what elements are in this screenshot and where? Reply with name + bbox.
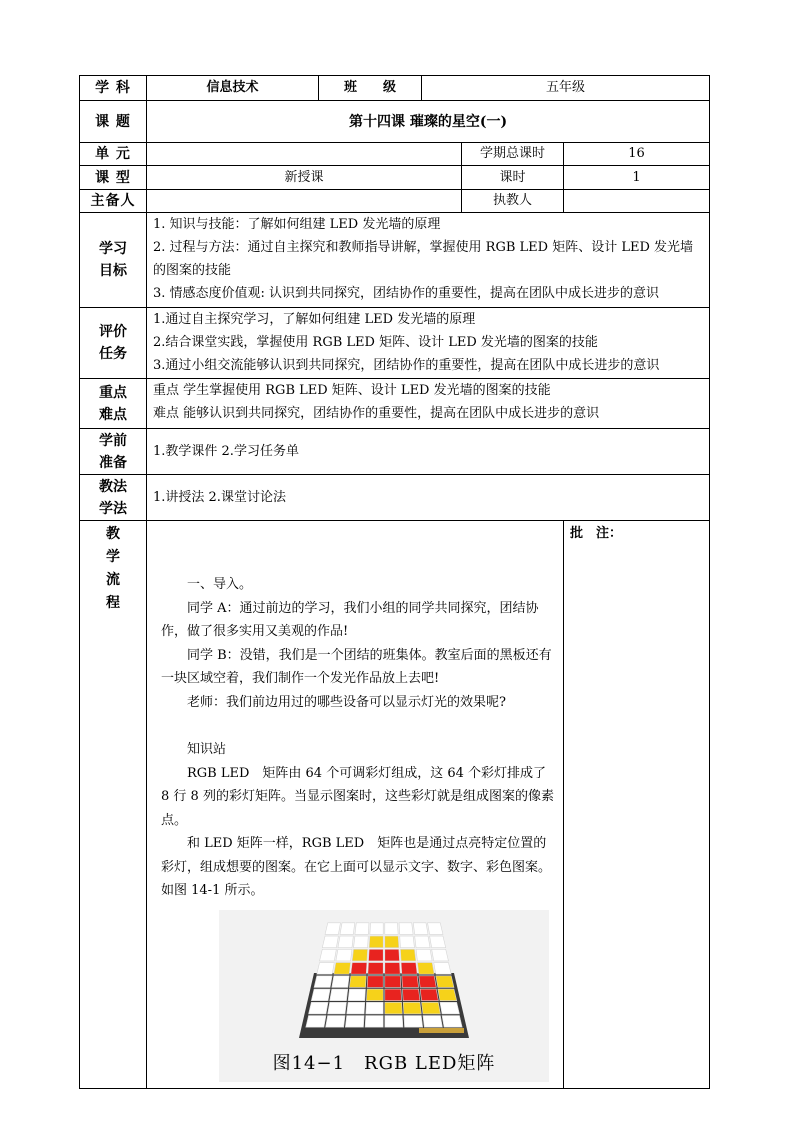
led-pixel: [366, 1002, 383, 1014]
methods-label-line1: 教法: [99, 478, 127, 495]
led-pixel: [340, 922, 355, 934]
preparation-label-line1: 学前: [99, 432, 127, 449]
preparation-label-line2: 准备: [99, 454, 127, 471]
led-pixel: [400, 949, 415, 961]
led-pixel: [334, 962, 351, 974]
led-pixel: [434, 962, 451, 974]
type-label: 课 型: [80, 166, 147, 190]
objectives-content: [147, 213, 710, 308]
teacher-label: 执教人: [462, 190, 564, 213]
flow-label-char: 流: [106, 572, 120, 588]
led-pixel: [370, 922, 383, 934]
led-pixel: [385, 949, 400, 961]
objectives-label-line2: 目标: [99, 263, 127, 279]
led-pixel: [349, 975, 366, 987]
led-pixel: [402, 975, 419, 987]
evaluation-item: 1.通过自主探究学习，了解如何组建 LED 发光墙的原理: [153, 312, 476, 327]
preparer-value: [147, 190, 462, 213]
led-pixel: [428, 922, 443, 934]
methods-label-line2: 学法: [99, 500, 127, 517]
flow-paragraph: 同学 A：通过前边的学习，我们小组的同学共同探究，团结协作，做了很多实用又美观的作品!: [161, 600, 539, 639]
led-pixel: [347, 1002, 365, 1014]
led-pixel: [419, 975, 436, 987]
objective-item: 1. 知识与技能：了解如何组建 LED 发光墙的原理: [153, 217, 441, 232]
led-pixel: [385, 1015, 403, 1027]
led-pixel: [338, 936, 353, 948]
led-pixel: [320, 949, 337, 961]
objectives-label-line1: 学习: [99, 241, 127, 257]
led-pixel: [432, 949, 449, 961]
led-pixel: [326, 1015, 346, 1027]
led-pixel: [385, 989, 402, 1001]
led-pixel: [368, 962, 383, 974]
led-pixel: [365, 1015, 383, 1027]
led-pixel: [415, 936, 430, 948]
flow-content: [147, 521, 564, 1089]
led-pixel: [430, 936, 446, 948]
led-pixel: [401, 962, 417, 974]
total-hours-value: 16: [564, 143, 710, 166]
led-pixel: [366, 989, 383, 1001]
flow-paragraph: RGB LED 矩阵由 64 个可调彩灯组成，这 64 个彩灯排成了 8 行 8 列的彩灯矩阵。当显示图案时，这些彩灯就是组成图案的像素点。: [161, 765, 554, 828]
preparation-label: [80, 429, 147, 475]
evaluation-label-line1: 评价: [99, 324, 127, 340]
led-pixel: [436, 975, 454, 987]
type-value: 新授课: [147, 166, 462, 190]
flow-paragraph: 同学 B：没错，我们是一个团结的班集体。教室后面的黑板还有一块区域空着，我们制作一个发光作品放上去吧!: [161, 647, 552, 686]
key-points-label: [80, 379, 147, 429]
key-point-item: 难点 能够认识到共同探究，团结协作的重要性，提高在团队中成长进步的意识: [153, 406, 600, 421]
flow-label: [80, 521, 147, 1089]
led-pixel: [385, 922, 398, 934]
led-pixel: [403, 1002, 421, 1014]
flow-heading: 知识站: [187, 742, 227, 757]
led-pixel: [400, 936, 415, 948]
spacer: [161, 714, 555, 738]
note-column: [564, 521, 710, 1089]
led-pixel: [404, 1015, 423, 1027]
teacher-value: [564, 190, 710, 213]
led-pixel: [440, 1002, 460, 1014]
led-pixel: [413, 922, 428, 934]
led-pixel: [438, 989, 457, 1001]
lesson-plan: [79, 75, 709, 1089]
led-pixel: [314, 975, 332, 987]
figure-caption: 图14−1 RGB LED矩阵: [272, 1053, 496, 1074]
led-pixel: [322, 936, 338, 948]
key-point-item: 重点 学生掌握使用 RGB LED 矩阵、设计 LED 发光墙的图案的技能: [153, 383, 551, 398]
key-points-content: [147, 379, 710, 429]
led-pixel: [309, 1002, 329, 1014]
total-hours-label: 学期总课时: [462, 143, 564, 166]
led-pixel: [352, 949, 367, 961]
led-pixel: [385, 936, 399, 948]
key-points-label-line2: 难点: [99, 406, 127, 423]
led-pixel: [420, 989, 438, 1001]
flow-paragraph: 一、导入。: [187, 577, 253, 592]
led-pixel: [336, 949, 352, 961]
led-pixel: [417, 962, 434, 974]
flow-label-char: 程: [106, 595, 120, 611]
key-points-label-line1: 重点: [99, 384, 127, 401]
led-pixel: [369, 936, 383, 948]
led-pixel: [385, 962, 400, 974]
evaluation-label: [80, 308, 147, 379]
unit-label: 单 元: [80, 143, 147, 166]
led-pixel: [354, 936, 369, 948]
subject-value: 信息技术: [147, 76, 319, 101]
hours-value: 1: [564, 166, 710, 190]
lesson-plan-table: [79, 75, 710, 1089]
topic-value: 第十四课 璀璨的星空(一): [147, 101, 710, 143]
evaluation-label-line2: 任务: [99, 346, 127, 362]
class-value: 五年级: [422, 76, 710, 101]
led-pixel: [355, 922, 369, 934]
led-pixel: [416, 949, 432, 961]
matrix-pins: [419, 1028, 464, 1033]
subject-label: 学 科: [80, 76, 147, 101]
class-label: 班 级: [319, 76, 422, 101]
led-pixel: [351, 962, 367, 974]
evaluation-content: [147, 308, 710, 379]
led-pixel: [423, 1015, 443, 1027]
methods-label: [80, 475, 147, 521]
preparation-text: 1.教学课件 2.学习任务单: [147, 429, 710, 475]
flow-paragraph: 老师：我们前边用过的哪些设备可以显示灯光的效果呢?: [187, 694, 506, 710]
led-pixel: [330, 989, 348, 1001]
led-pixel: [348, 989, 365, 1001]
evaluation-item: 2.结合课堂实践，掌握使用 RGB LED 矩阵、设计 LED 发光墙的图案的技能: [153, 335, 598, 350]
objectives-label: [80, 213, 147, 308]
led-pixel: [325, 922, 340, 934]
rgb-led-matrix-figure: [219, 910, 549, 1082]
led-pixel: [345, 1015, 364, 1027]
evaluation-item: 3.通过小组交流能够认识到共同探究，团结协作的重要性，提高在团队中成长进步的意识: [153, 358, 660, 373]
led-pixel: [385, 975, 401, 987]
led-pixel: [317, 962, 334, 974]
led-pixel: [328, 1002, 347, 1014]
flow-label-char: 教: [106, 526, 120, 542]
led-pixel: [402, 989, 419, 1001]
methods-text: 1.讲授法 2.课堂讨论法: [147, 475, 710, 521]
flow-label-char: 学: [106, 549, 120, 565]
topic-label: 课 题: [80, 101, 147, 143]
led-pixel: [311, 989, 330, 1001]
led-pixel: [367, 975, 383, 987]
unit-value: [147, 143, 462, 166]
preparer-label: 主备人: [80, 190, 147, 213]
note-label: 批 注：: [570, 526, 623, 541]
led-pixel: [332, 975, 349, 987]
led-pixel: [385, 1002, 402, 1014]
led-pixel: [368, 949, 383, 961]
objective-item: 3. 情感态度价值观: 认识到共同探究，团结协作的重要性，提高在团队中成长进步的意识: [153, 286, 660, 301]
hours-label: 课时: [462, 166, 564, 190]
led-pixel: [306, 1015, 326, 1027]
objective-item: 2. 过程与方法：通过自主探究和教师指导讲解，掌握使用 RGB LED 矩阵、设计 LED 发光墙的图案的技能: [153, 240, 694, 278]
led-pixel: [442, 1015, 462, 1027]
flow-paragraph: 和 LED 矩阵一样，RGB LED 矩阵也是通过点亮特定位置的彩灯，组成想要的图案。在它上面可以显示文字、数字、彩色图案。如图 14-1 所示。: [161, 836, 552, 898]
led-pixel: [399, 922, 413, 934]
led-pixel: [422, 1002, 441, 1014]
